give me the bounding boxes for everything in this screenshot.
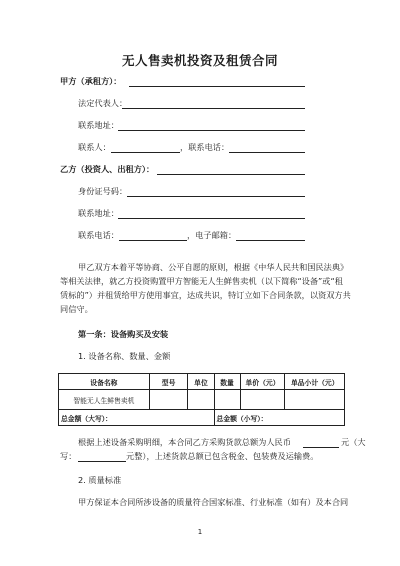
total-lowercase-cell: 总金额（小写）： (214, 410, 345, 426)
table-cell[interactable] (149, 390, 188, 410)
legal-rep-field[interactable] (122, 108, 305, 109)
intro-line-2: 等相关法律，就乙方投资购置甲方智能无人生鲜售卖机（以下简称“设备”或“租 (60, 276, 343, 286)
table-total-row (59, 410, 345, 426)
total-uppercase-cell: 总金额（大写）： (59, 410, 215, 426)
table-cell[interactable] (214, 390, 240, 410)
table-cell[interactable] (188, 390, 214, 410)
table-cell[interactable] (285, 390, 345, 410)
party-b-email-field[interactable] (236, 240, 305, 241)
article-1-heading: 第一条：设备购买及安装 (78, 329, 169, 339)
table-header-cell: 设备名称 (59, 374, 150, 390)
party-a-contact-field[interactable] (111, 152, 180, 153)
party-b-phone-label: 联系电话： (78, 230, 119, 240)
intro-line-1: 甲乙双方本着平等协商、公平自愿的原则，根据《中华人民共和国民法典》 (78, 262, 349, 272)
party-b-id-field[interactable] (127, 196, 305, 197)
table-header-cell: 单价（元） (240, 374, 285, 390)
party-a-name-field[interactable] (129, 86, 305, 87)
table-header-cell: 数量 (214, 374, 240, 390)
payment-amount-field[interactable] (303, 447, 339, 448)
table-header-cell: 单位 (188, 374, 214, 390)
table-header-cell: 单品小计（元） (285, 374, 345, 390)
party-a-phone-field[interactable] (229, 152, 305, 153)
payment-text-1: 根据上述设备采购明细，本合同乙方采购货款总额为人民币 (78, 437, 291, 447)
quality-text-1: 甲方保证本合同所涉设备的质量符合国家标准、行业标准（如有）及本合同 (78, 497, 349, 507)
payment-text-1-end: 元（大 (341, 437, 366, 447)
contract-title: 无人售卖机投资及租赁合同 (121, 53, 278, 68)
party-b-phone-field[interactable] (119, 240, 187, 241)
table-header-row (59, 374, 345, 390)
party-a-address-label: 联系地址： (78, 120, 119, 130)
intro-line-4: 同信守。 (60, 304, 93, 314)
page-number: 1 (197, 528, 203, 536)
legal-rep-label: 法定代表人： (78, 98, 128, 108)
payment-text-2-start: 写： (60, 451, 77, 461)
party-a-contact-label: 联系人： (78, 142, 111, 152)
article-1-sub-2: 2. 质量标准 (78, 475, 122, 485)
party-b-email-label: ，电子邮箱： (187, 230, 237, 240)
party-b-name-field[interactable] (157, 174, 305, 175)
party-b-address-label: 联系地址： (78, 208, 119, 218)
party-b-id-label: 身份证号码： (78, 186, 128, 196)
party-b-heading: 乙方（投资人、出租方）： (60, 164, 155, 174)
party-a-phone-label: ，联系电话： (180, 142, 230, 152)
table-header-cell: 型号 (149, 374, 188, 390)
table-cell[interactable] (240, 390, 285, 410)
equipment-table (58, 373, 345, 426)
article-1-sub-1: 1. 设备名称、数量、金额 (78, 351, 171, 361)
intro-line-3: 赁标的”）并租赁给甲方使用事宜，达成共识，特订立如下合同条款，以资双方共 (60, 290, 351, 300)
payment-uppercase-field[interactable] (78, 461, 126, 462)
party-a-heading: 甲方（承租方）： (60, 76, 122, 86)
table-cell: 智能无人生鲜售卖机 (59, 390, 150, 410)
payment-text-2-end: 元整），上述货款总额已包含税金、包装费及运输费。 (126, 451, 319, 461)
party-b-address-field[interactable] (118, 218, 305, 219)
table-row (59, 390, 345, 410)
party-a-address-field[interactable] (118, 130, 305, 131)
